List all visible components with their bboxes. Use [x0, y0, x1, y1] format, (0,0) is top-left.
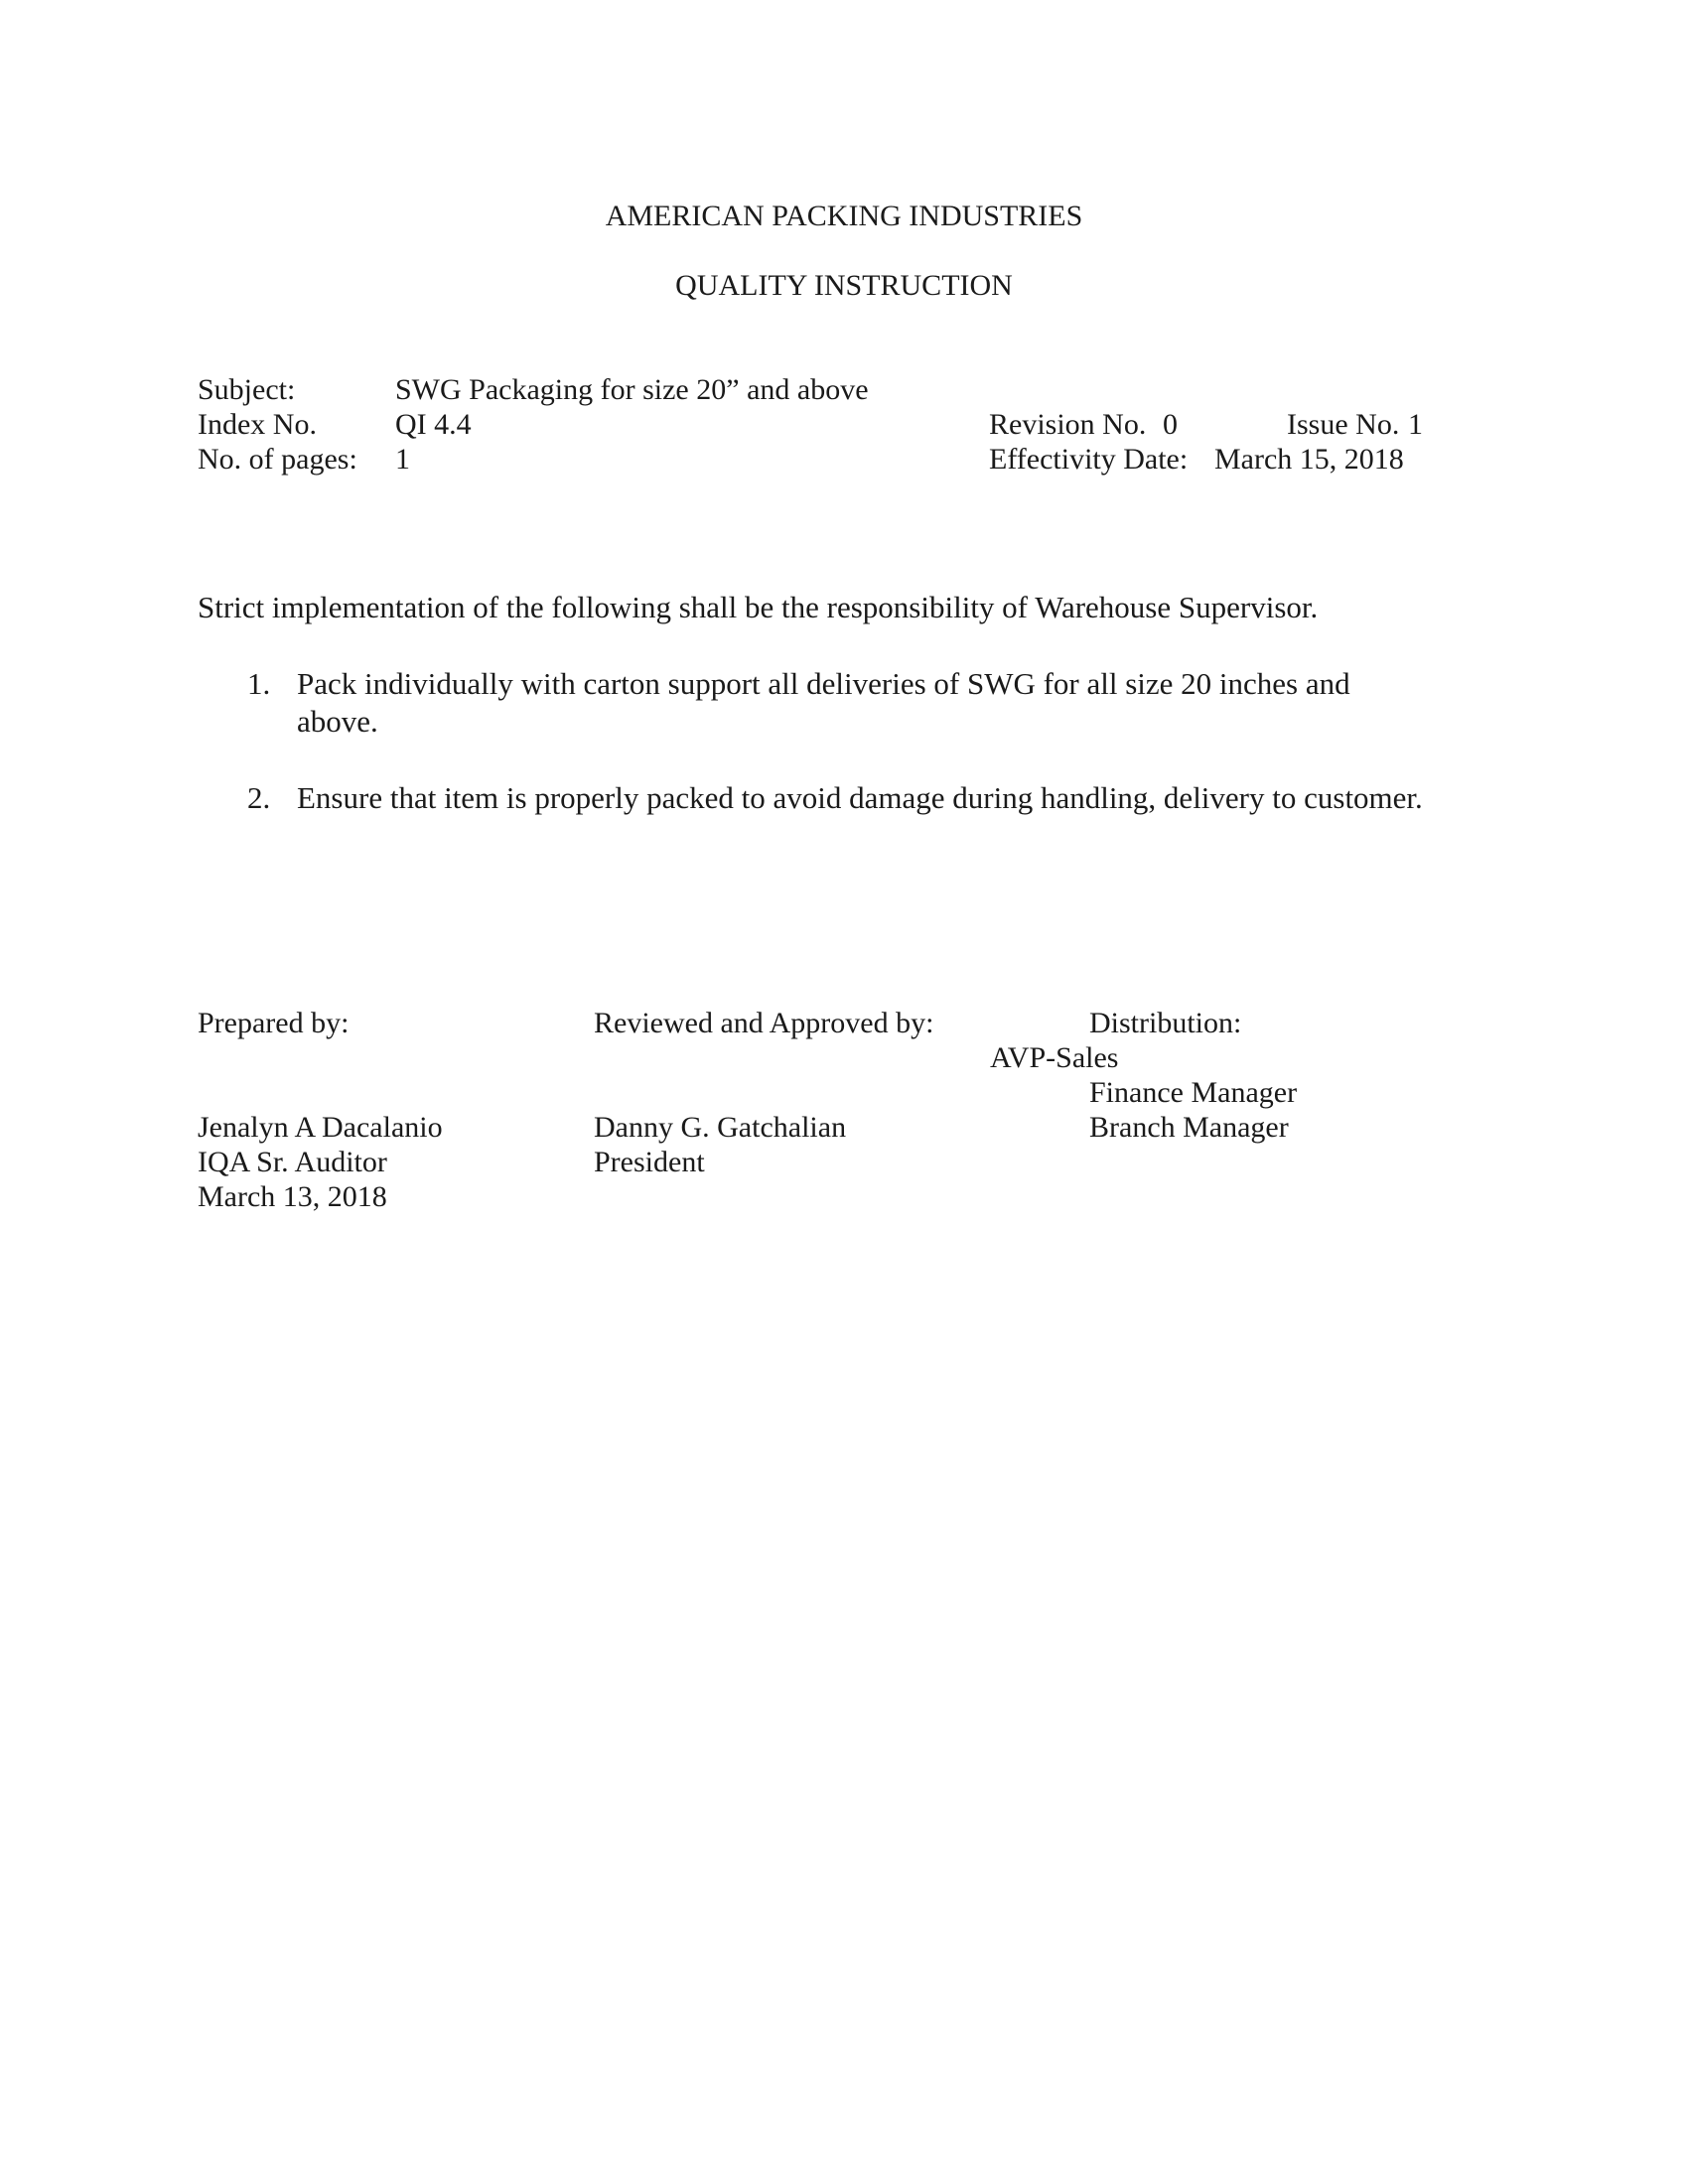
reviewed-title: President	[594, 1146, 705, 1178]
document-type: QUALITY INSTRUCTION	[675, 269, 1013, 302]
pages-label: No. of pages:	[198, 443, 357, 476]
prepared-label: Prepared by:	[198, 1007, 350, 1039]
effectivity-value: March 15, 2018	[1214, 443, 1404, 476]
prepared-name: Jenalyn A Dacalanio	[198, 1111, 443, 1144]
reviewed-label: Reviewed and Approved by:	[594, 1007, 934, 1039]
pages-value: 1	[395, 443, 410, 476]
company-name: AMERICAN PACKING INDUSTRIES	[605, 200, 1083, 232]
prepared-date: March 13, 2018	[198, 1180, 387, 1213]
revision-label: Revision No.	[989, 408, 1147, 441]
prepared-title: IQA Sr. Auditor	[198, 1146, 387, 1178]
distribution-item: AVP-Sales	[990, 1041, 1119, 1074]
effectivity-label: Effectivity Date:	[989, 443, 1189, 476]
issue-label: Issue No.	[1287, 408, 1400, 441]
index-value: QI 4.4	[395, 408, 472, 441]
intro-paragraph: Strict implementation of the following shall be the responsibility of Warehouse Supervisor.	[198, 590, 1319, 624]
instruction-number: 2.	[247, 780, 271, 815]
instruction-text: Pack individually with carton support all deliveries of SWG for all size 20 inches and above.	[297, 666, 1350, 739]
reviewed-name: Danny G. Gatchalian	[594, 1111, 847, 1144]
instruction-text: Ensure that item is properly packed to avoid damage during handling, delivery to customer.	[297, 780, 1423, 815]
issue-value: 1	[1408, 408, 1423, 441]
revision-value: 0	[1163, 408, 1178, 441]
instruction-number: 1.	[247, 666, 271, 701]
subject-label: Subject:	[198, 373, 296, 406]
distribution-item: Finance Manager	[1089, 1076, 1298, 1109]
index-label: Index No.	[198, 408, 317, 441]
distribution-label: Distribution:	[1089, 1007, 1242, 1039]
subject-value: SWG Packaging for size 20” and above	[395, 373, 869, 406]
distribution-item: Branch Manager	[1089, 1111, 1289, 1144]
